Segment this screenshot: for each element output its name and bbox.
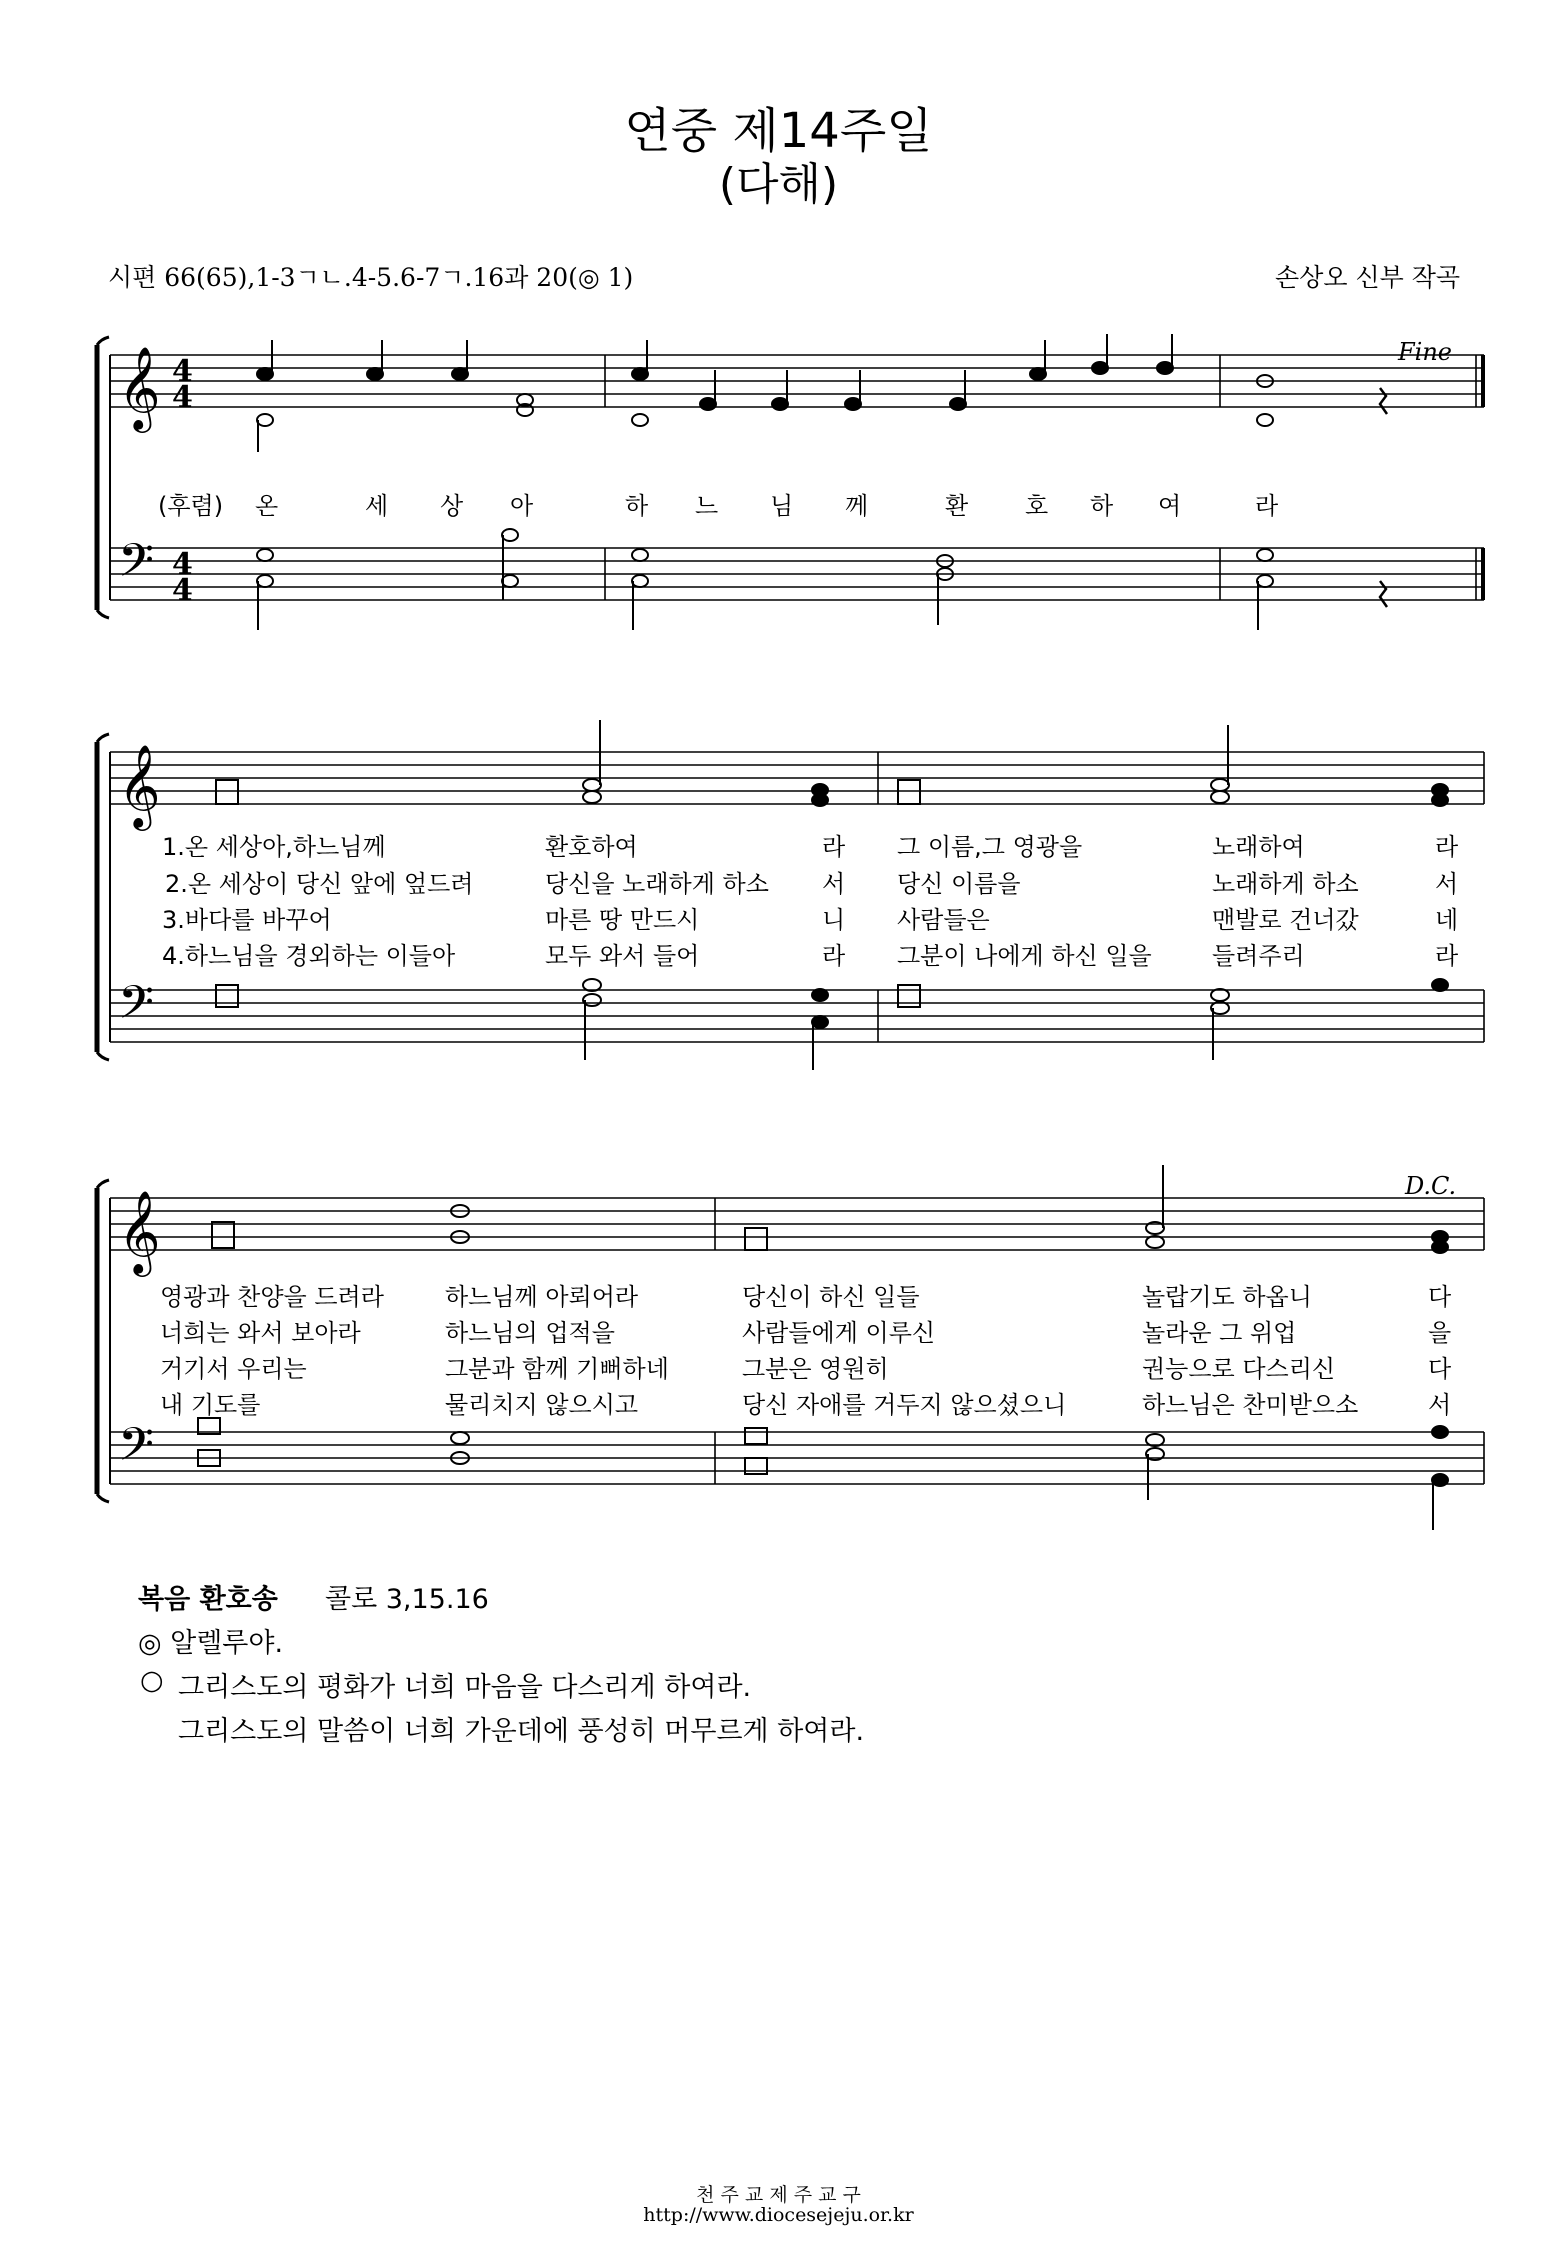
svg-text:4: 4	[172, 547, 193, 582]
system1-bass-staff	[110, 548, 1484, 600]
bass-clef-icon: 𝄢	[118, 1418, 155, 1483]
refrain-syllable: 환	[945, 492, 969, 520]
verse-line: 을	[1428, 1319, 1452, 1347]
system3-treble-staff	[110, 1198, 1484, 1250]
gospel-verse-line: 그리스도의 평화가 너희 마음을 다스리게 하여라.	[178, 1672, 752, 1703]
page-subtitle: (다해)	[718, 159, 839, 210]
refrain-syllable: 께	[845, 492, 869, 520]
verse-line: 그분이 나에게 하신 일을	[897, 942, 1152, 970]
verse-line: 라	[1435, 833, 1459, 861]
verse-line: 놀랍기도 하옵니	[1142, 1283, 1312, 1311]
verse-line: 너희는 와서 보아라	[160, 1319, 361, 1347]
verse-line: 하느님은 찬미받으소	[1142, 1391, 1359, 1419]
gospel-verse-line: 그리스도의 말씀이 너희 가운데에 풍성히 머무르게 하여라.	[178, 1716, 865, 1747]
verse-line: 노래하여	[1212, 833, 1305, 861]
verse-line: 1.온 세상아,하느님께	[162, 833, 386, 861]
verse-treble-notes	[216, 720, 1448, 806]
svg-text:4: 4	[172, 380, 193, 415]
gospel-verse-mark: ○	[140, 1665, 164, 1696]
refrain-treble-notes	[257, 334, 1273, 452]
verse-line: 당신 자애를 거두지 않으셨으니	[742, 1391, 1067, 1419]
verse-line: 놀라운 그 위업	[1142, 1319, 1297, 1347]
verse-line: 라	[822, 942, 846, 970]
verse-line: 다	[1428, 1355, 1452, 1383]
verse-line: 노래하게 하소	[1212, 870, 1359, 898]
verse-line: 서	[822, 870, 846, 898]
refrain-syllable: 세	[365, 492, 389, 520]
footer-url[interactable]: http://www.diocesejeju.or.kr	[643, 2204, 914, 2226]
verse-line: 당신을 노래하게 하소	[545, 870, 769, 898]
bass-clef-icon: 𝄢	[118, 534, 155, 599]
verse-line: 다	[1428, 1283, 1452, 1311]
verse-line: 들려주리	[1212, 942, 1305, 970]
system2-treble-staff	[110, 752, 1484, 804]
verse-line: 그분과 함께 기뻐하네	[445, 1355, 669, 1383]
gospel-reference: 콜로 3,15.16	[325, 1584, 489, 1615]
refrain-syllable: 하	[1090, 492, 1114, 520]
verse-line: 맨발로 건너갔	[1212, 906, 1359, 934]
verse-line: 당신이 하신 일들	[742, 1283, 920, 1311]
verse-line: 네	[1435, 906, 1459, 934]
verse-line: 내 기도를	[160, 1391, 261, 1419]
refrain-bass-notes	[257, 529, 1273, 630]
page-title: 연중 제14주일	[624, 103, 933, 159]
gospel-response: ◎ 알렐루야.	[138, 1628, 284, 1659]
verse-line: 하느님께 아뢰어라	[445, 1283, 639, 1311]
refrain-syllable: 라	[1255, 492, 1279, 520]
verse-line: 영광과 찬양을 드려라	[160, 1283, 384, 1311]
verse-line: 니	[822, 906, 846, 934]
treble-clef-icon: 𝄞	[118, 345, 161, 429]
verse-line: 라	[1435, 942, 1459, 970]
verse-line: 그분은 영원히	[742, 1355, 889, 1383]
refrain-syllable: 상	[440, 492, 464, 520]
refrain-syllable: 온	[255, 492, 279, 520]
refrain-label: (후렴)	[158, 492, 224, 520]
verse-bass-notes	[216, 979, 1448, 1070]
refrain-syllable: 님	[770, 492, 794, 520]
verse-line: 마른 땅 만드시	[545, 906, 700, 934]
verse-line: 당신 이름을	[897, 870, 1021, 898]
verse-line: 환호하여	[545, 833, 638, 861]
composer-credit: 손상오 신부 작곡	[1275, 263, 1460, 292]
treble-clef-icon: 𝄞	[118, 1189, 161, 1273]
system2-bass-staff	[110, 990, 1484, 1042]
svg-text:4: 4	[172, 573, 193, 608]
gospel-heading: 복음 환호송	[138, 1584, 278, 1615]
treble-clef-icon: 𝄞	[118, 743, 161, 827]
verse-line: 그 이름,그 영광을	[897, 833, 1083, 861]
verse-line: 서	[1428, 1391, 1452, 1419]
svg-text:4: 4	[172, 354, 193, 389]
bass-clef-icon: 𝄢	[118, 976, 155, 1041]
time-signature	[172, 354, 193, 608]
system3-bass-staff	[110, 1432, 1484, 1484]
refrain-syllable: 느	[695, 492, 719, 520]
fine-mark: Fine	[1398, 338, 1452, 366]
verse-line: 4.하느님을 경외하는 이들아	[162, 942, 456, 970]
verse-line: 거기서 우리는	[160, 1355, 307, 1383]
verse-line: 사람들에게 이루신	[742, 1319, 936, 1347]
refrain-syllable: 여	[1158, 492, 1182, 520]
verse-line: 라	[822, 833, 846, 861]
verse-line: 모두 와서 들어	[545, 942, 700, 970]
dc-mark: D.C.	[1405, 1172, 1457, 1200]
refrain-syllable: 호	[1025, 492, 1049, 520]
system1-treble-staff	[110, 355, 1484, 407]
verse-line: 3.바다를 바꾸어	[162, 906, 332, 934]
verse-line: 사람들은	[897, 906, 990, 934]
psalm-source: 시편 66(65),1-3ㄱㄴ.4-5.6-7ㄱ.16과 20(◎ 1)	[108, 263, 634, 292]
verse2-treble-notes	[212, 1165, 1448, 1253]
verse-line: 하느님의 업적을	[445, 1319, 615, 1347]
verse2-bass-notes	[198, 1418, 1448, 1530]
verse-line: 물리치지 않으시고	[445, 1391, 639, 1419]
refrain-syllable: 하	[625, 492, 649, 520]
footer-org: 천 주 교 제 주 교 구	[696, 2184, 861, 2206]
verse-line: 서	[1435, 870, 1459, 898]
verse-line: 권능으로 다스리신	[1142, 1355, 1336, 1383]
verse-line: 2.온 세상이 당신 앞에 엎드려	[165, 870, 474, 898]
system-brackets	[97, 337, 109, 1502]
refrain-syllable: 아	[510, 492, 534, 520]
